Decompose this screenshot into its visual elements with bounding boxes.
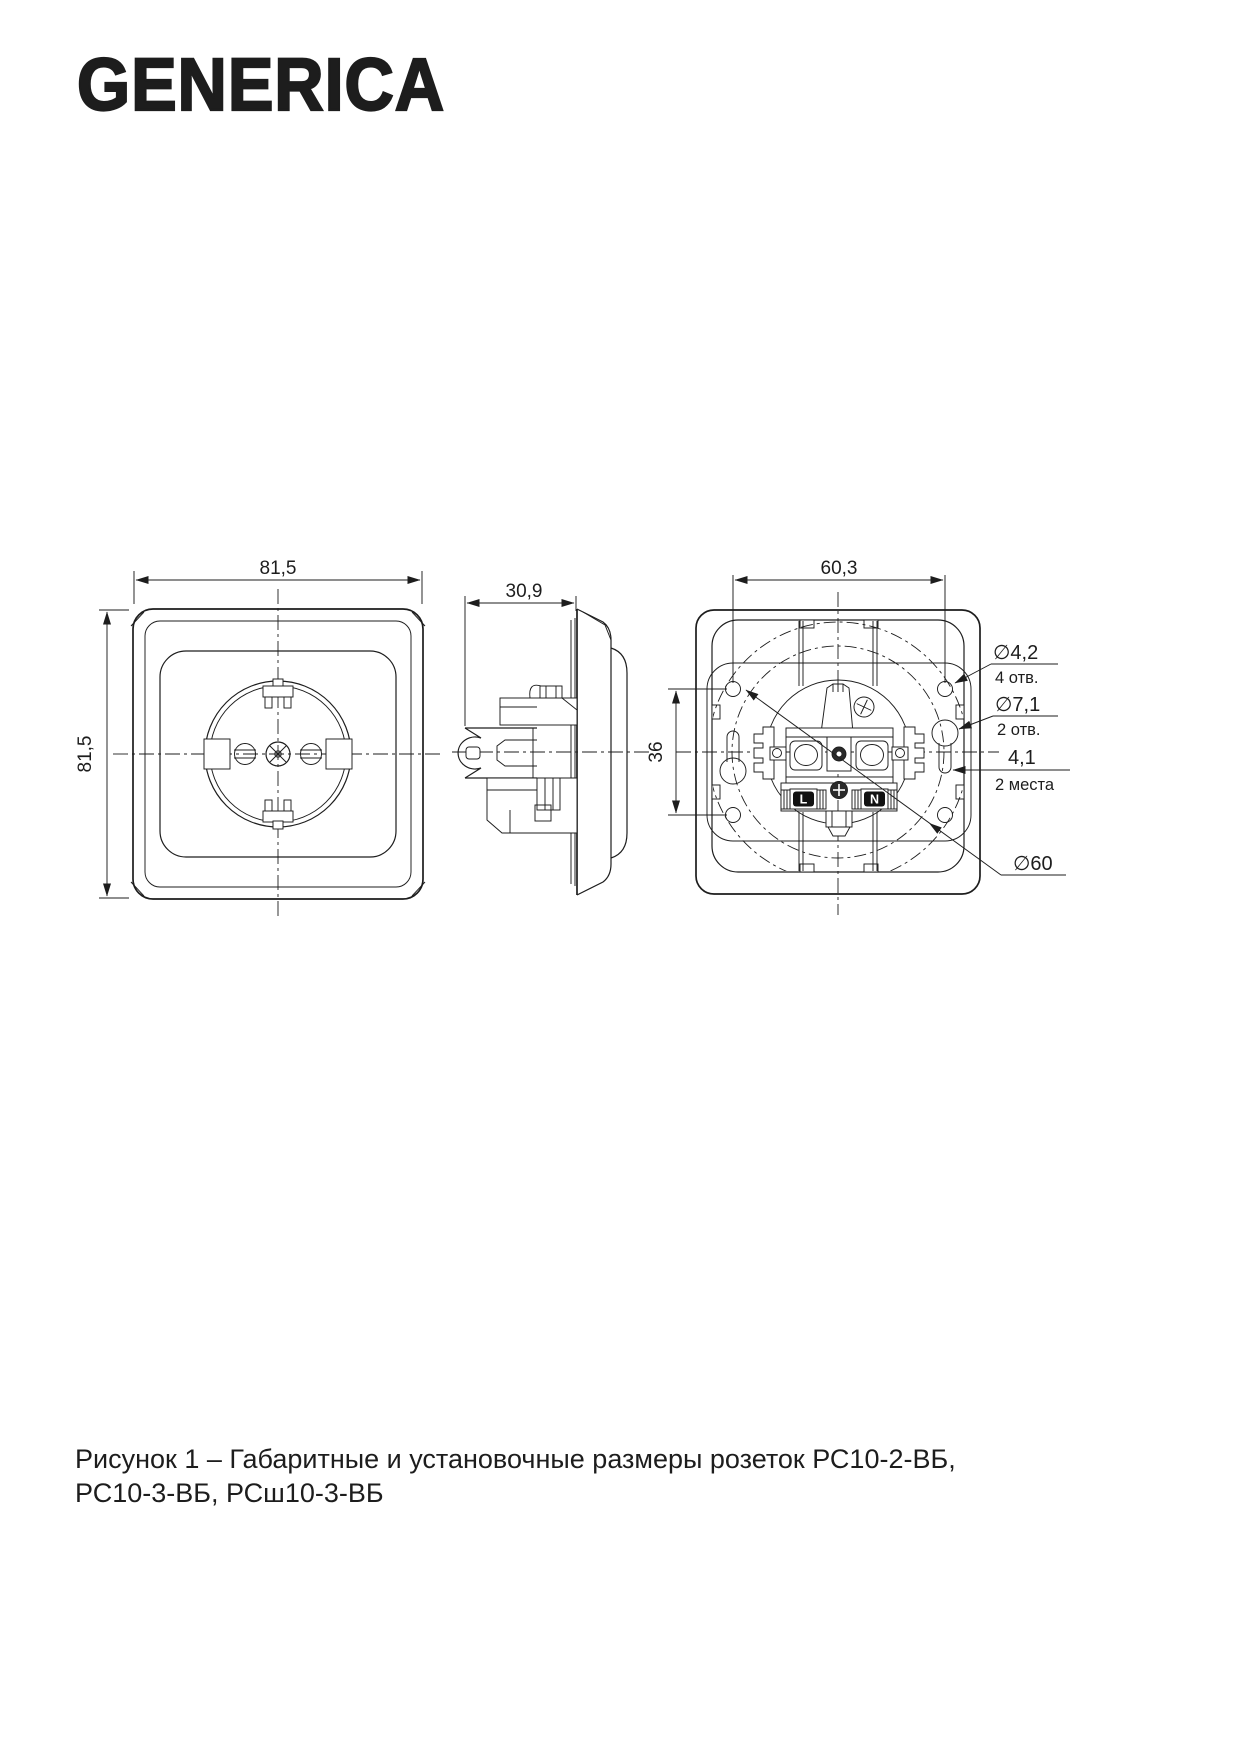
brand-logo (77, 43, 445, 126)
callout-screw-hole-value: ∅4,2 (993, 642, 1039, 664)
callout-screw-hole-note: 4 отв. (995, 669, 1039, 687)
side-arm-right (892, 747, 908, 760)
back-hole-spacing-v-value: 36 (646, 741, 667, 763)
callout-screw-hole (955, 642, 1058, 687)
terminal-left (790, 741, 822, 770)
recess-left-notch (204, 739, 230, 769)
callout-slot-note: 2 места (995, 776, 1055, 794)
figure-caption-line2: РС10-3-ВБ, РСш10-3-ВБ (75, 1478, 384, 1508)
side-upper-terminal-block (500, 685, 577, 725)
box-diameter-mid-arrow (927, 820, 942, 834)
recess-right-notch (326, 739, 352, 769)
callout-box-diameter-value: ∅60 (1013, 853, 1053, 875)
front-height-value: 81,5 (75, 735, 96, 773)
brand-logo-text: GENERICA (77, 43, 445, 126)
terminal-top-bar (786, 728, 893, 737)
terminal-right (856, 741, 888, 770)
earth-contact-stem (821, 684, 853, 733)
callout-slot-value: 4,1 (1008, 747, 1036, 769)
side-arm-left (770, 747, 786, 760)
callout-keyhole-value: ∅7,1 (995, 694, 1041, 716)
mount-hole-bottom-left (726, 808, 741, 823)
side-depth-value: 30,9 (505, 581, 543, 602)
earth-screw-top (851, 694, 878, 721)
terminal-label-line: L (799, 792, 808, 807)
mount-hole-bottom-right (938, 808, 953, 823)
figure-caption-line1: Рисунок 1 – Габаритные и установочные размеры розеток РС10-2-ВБ, (75, 1444, 956, 1474)
mount-hole-top-right (938, 682, 953, 697)
front-width-value: 81,5 (259, 558, 297, 579)
side-expansion-claw (458, 728, 537, 778)
earth-screw-bottom (831, 782, 848, 799)
keyhole-right (932, 720, 958, 773)
back-view (646, 558, 1070, 915)
terminal-label-neutral: N (869, 792, 880, 807)
callout-keyhole-note: 2 отв. (997, 721, 1041, 739)
callout-keyhole (959, 694, 1058, 739)
back-mechanism (754, 684, 924, 836)
back-hole-spacing-h-value: 60,3 (820, 558, 858, 579)
mount-hole-top-left (726, 682, 741, 697)
front-view (75, 558, 443, 917)
side-lower-terminal-block (487, 778, 577, 833)
side-view (452, 581, 649, 895)
figure-caption (75, 1444, 956, 1508)
bottom-stem (826, 811, 852, 836)
